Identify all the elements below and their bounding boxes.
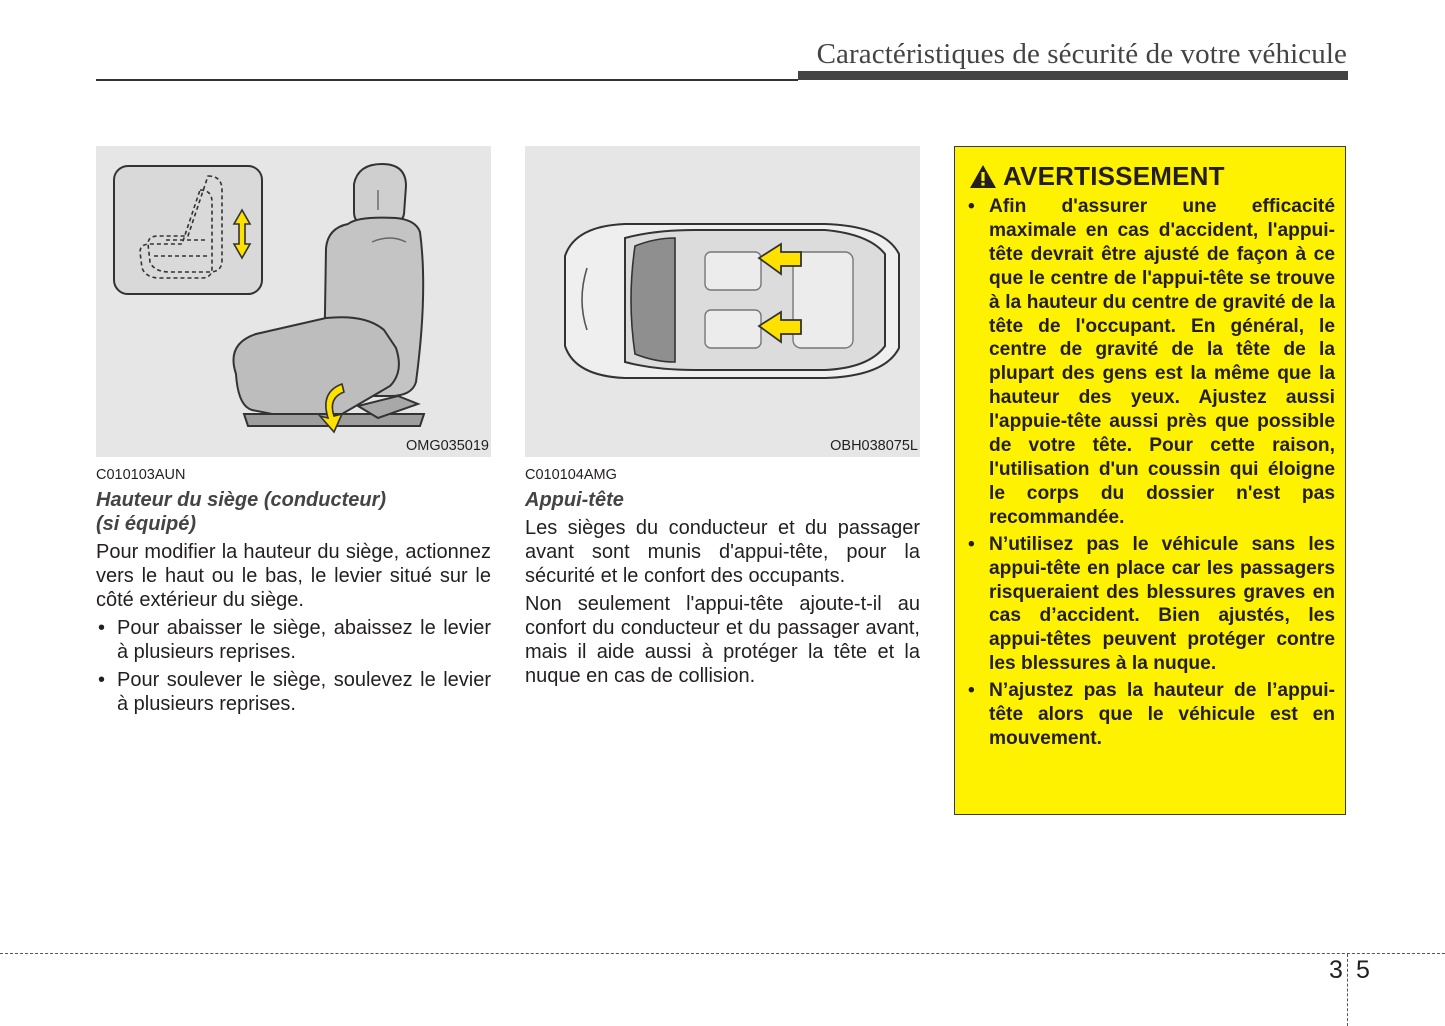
car-drawing <box>525 146 920 457</box>
bullet-list <box>96 616 491 716</box>
figure-code: OMG035019 <box>405 438 489 454</box>
header-rule-thin <box>96 79 798 81</box>
warning-list <box>967 195 1335 754</box>
seat-drawing <box>96 146 491 457</box>
section-paragraph: Les sièges du conducteur et du passager avant sont munis d'appui-tête, pour la sécurité et le confort des occupants. <box>525 517 920 587</box>
footer-vertical-divider <box>1347 954 1348 1026</box>
warning-title: AVERTISSEMENT <box>1003 161 1225 191</box>
page-header-title: Caractéristiques de sécurité de votre véhicule <box>816 38 1347 70</box>
section-paragraph: Pour modifier la hauteur du siège, actionnez vers le haut ou le bas, le levier situé sur le côté extérieur du siège. <box>96 541 491 611</box>
section-code: C010103AUN <box>96 467 186 483</box>
warning-triangle-icon <box>969 164 997 189</box>
list-item: • N’ajustez pas la hauteur de l’appui-tête alors que le véhicule est en mouvement. <box>967 679 1335 751</box>
section-code: C010104AMG <box>525 467 617 483</box>
section-title-note: (si équipé) <box>96 513 197 535</box>
footer-divider <box>0 953 1445 954</box>
figure-code: OBH038075L <box>830 438 918 454</box>
list-item: • Pour abaisser le siège, abaissez le levier à plusieurs reprises. <box>96 616 491 664</box>
headrest-car-illustration <box>525 146 920 457</box>
warning-header <box>969 161 1225 191</box>
section-paragraph: Non seulement l'appui-tête ajoute-t-il au confort du conducteur et du passager avant, mais il aide aussi à protéger la tête et la nuque en cas de collision. <box>525 593 920 687</box>
warning-box <box>954 146 1346 815</box>
headrest-section <box>525 466 920 688</box>
list-item: • Pour soulever le siège, soulevez le levier à plusieurs reprises. <box>96 668 491 716</box>
page-number: 5 <box>1356 956 1370 984</box>
section-title: Appui-tête <box>525 489 624 511</box>
seat-height-illustration <box>96 146 491 457</box>
list-item: • Afin d'assurer une efficacité maximale en cas d'accident, l'appui-tête devrait être ajusté de façon à ce que le centre de l'appui-tête se trouve à la hauteur du centre de gravité de la tête de l'occupant. En général, le centre de gravité de la tête de la plupart des gens est la même que la hauteur des yeux. Ajustez aussi l'appuie-tête aussi près que possible de votre tête. Pour cette raison, l'utilisation d'un coussin qui éloigne le corps du dossier n'est pas recommandée. <box>967 195 1335 530</box>
list-item: • N’utilisez pas le véhicule sans les appui-tête en place car les passagers risqueraient des blessures graves en cas d’accident. Bien ajustés, les appui-têtes peuvent protéger contre les blessures à la nuque. <box>967 533 1335 676</box>
header-rule-thick <box>798 71 1348 80</box>
seat-height-section <box>96 466 491 720</box>
section-title: Hauteur du siège (conducteur) <box>96 489 387 511</box>
chapter-number: 3 <box>1329 956 1343 984</box>
